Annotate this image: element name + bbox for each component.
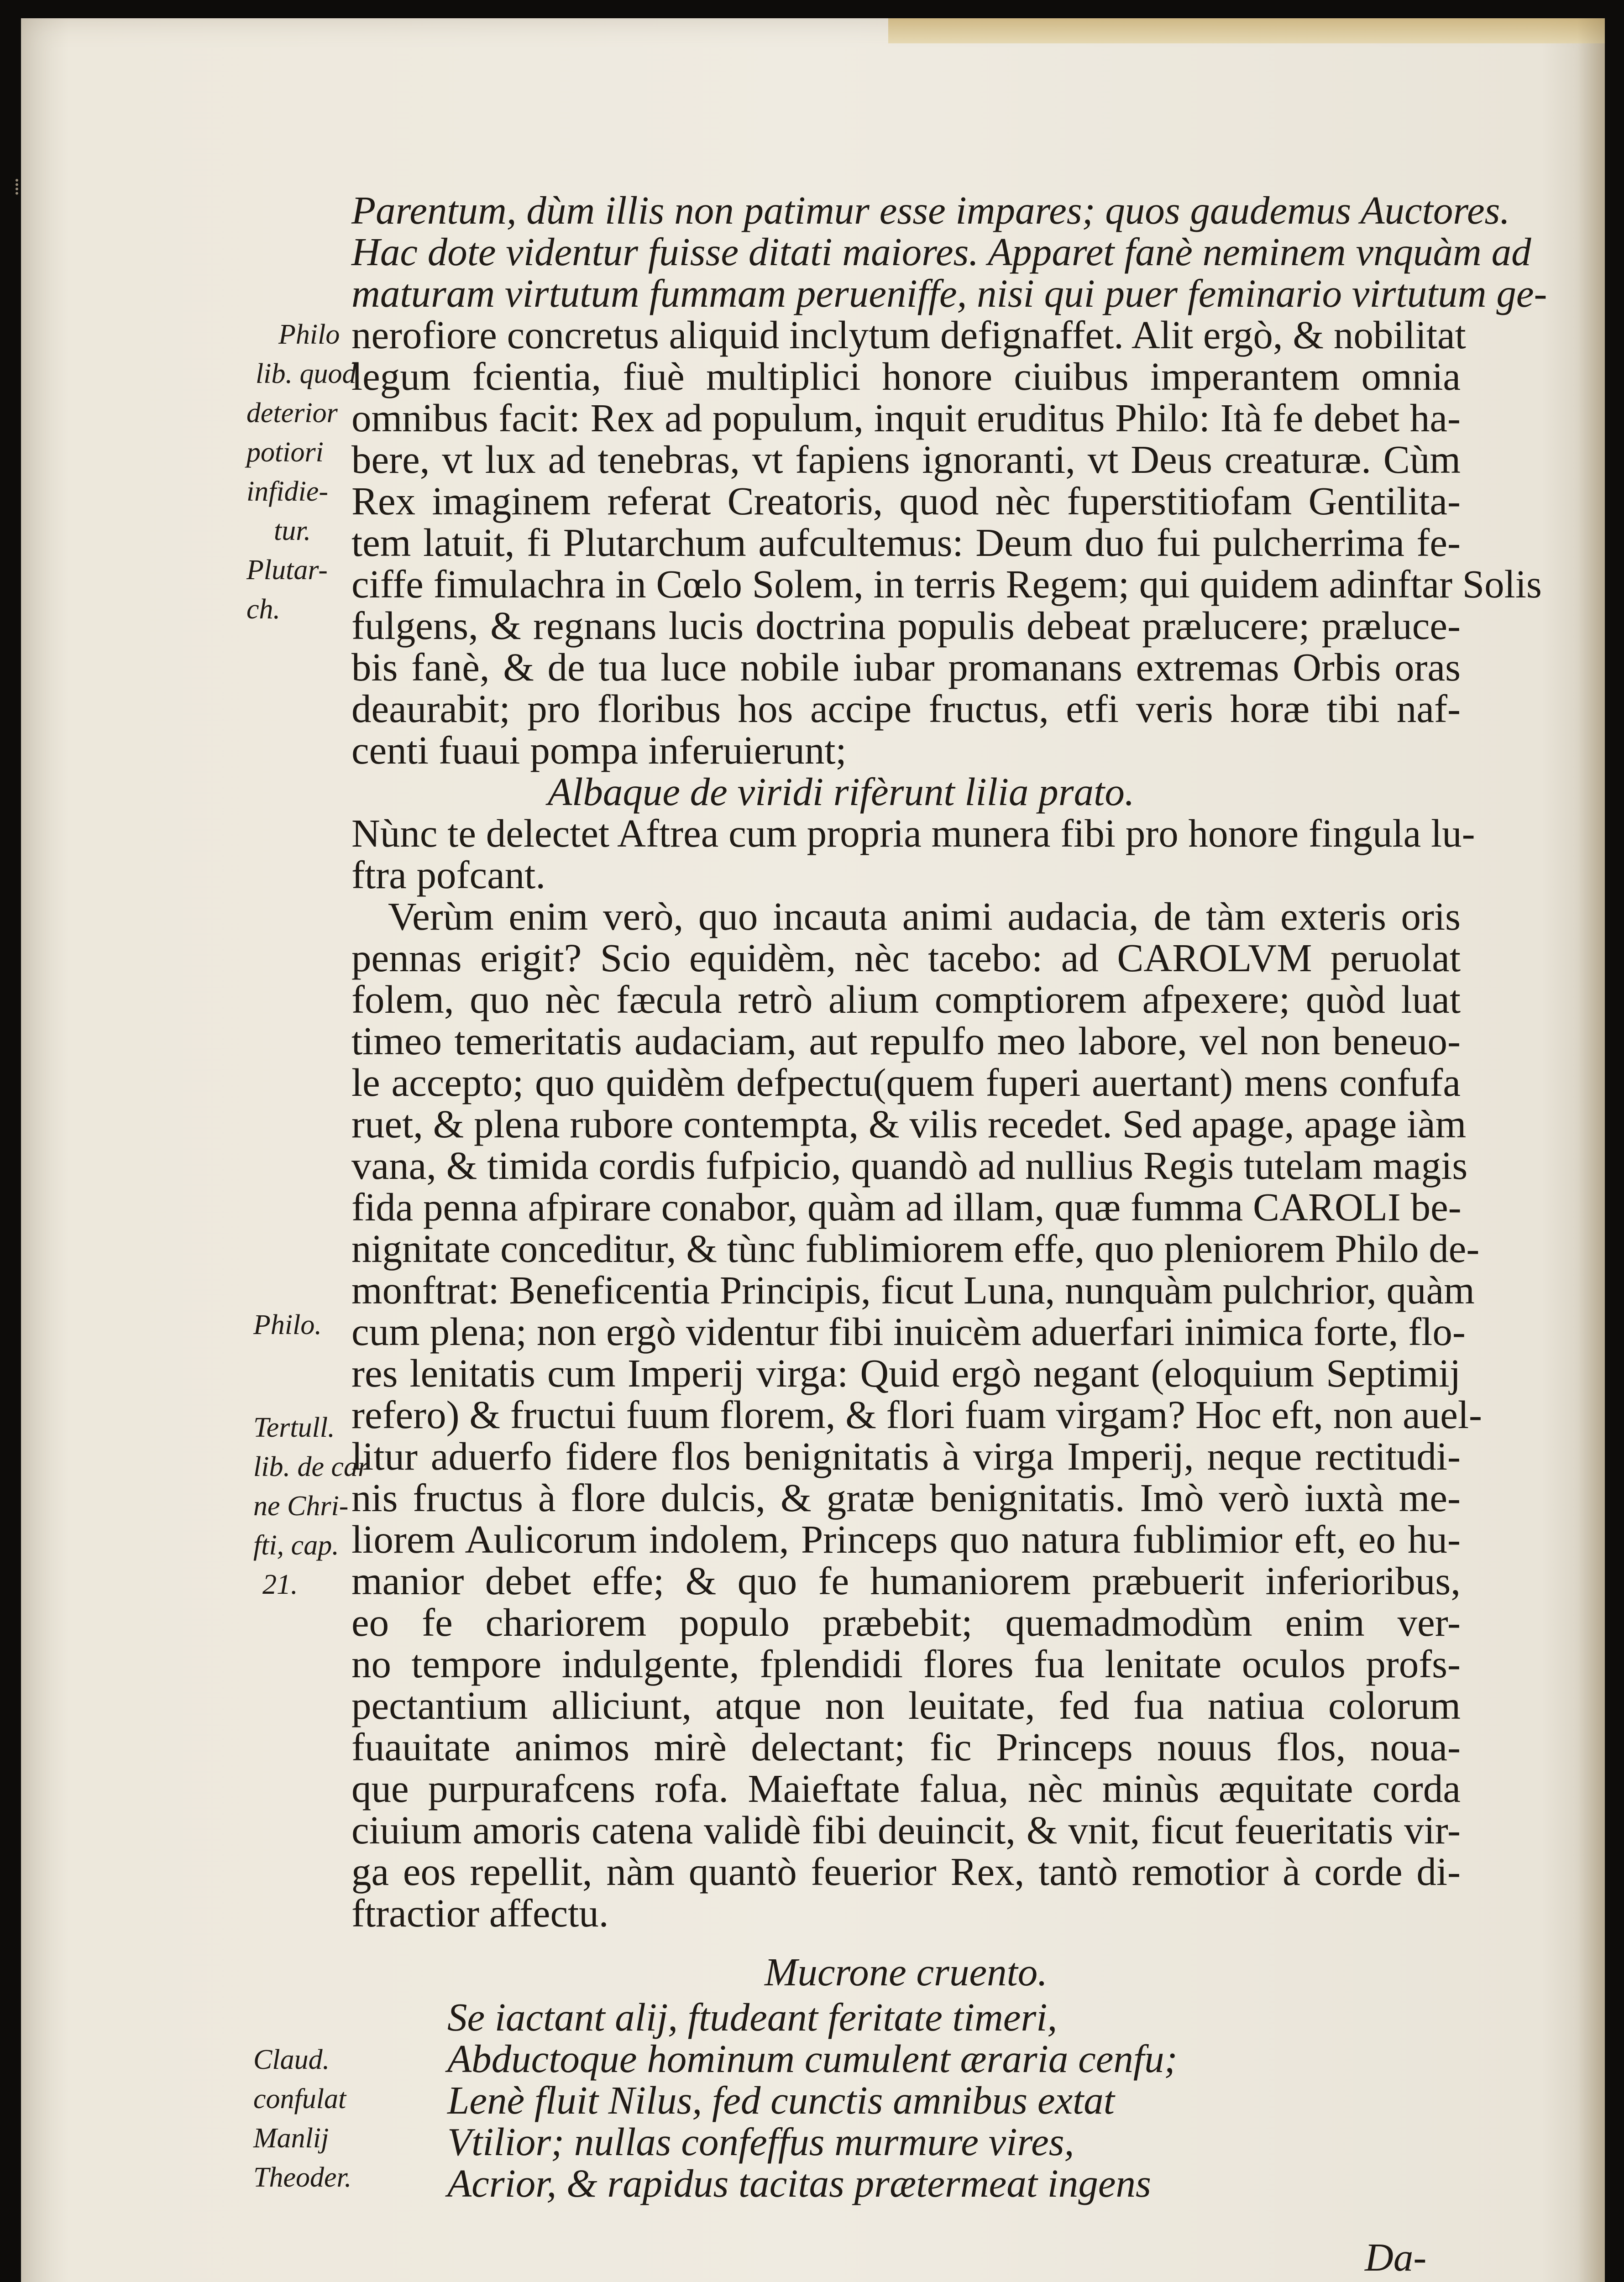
page-right-edge: [1577, 18, 1605, 2282]
text-line: ciffe fimulachra in Cœlo Solem, in terris Regem; qui quidem adinftar Solis: [351, 562, 1542, 606]
text-line: fulgens, & regnans lucis doctrina populis debeat prælucere; præluce-: [351, 603, 1461, 648]
text-line: tem latuit, fi Plutarchum aufcultemus: Deum duo fui pulcherrima fe-: [351, 520, 1461, 565]
text-line: bis fanè, & de tua luce nobile iubar promanans extremas Orbis oras: [351, 645, 1461, 689]
text-line: Verùm enim verò, quo incauta animi audacia, de tàm exteris oris: [388, 894, 1461, 938]
text-line: monftrat: Beneficentia Principis, ficut Luna, nunquàm pulchrior, quàm: [351, 1268, 1475, 1312]
margin-line: Manlij: [253, 2123, 329, 2154]
text-line: ruet, & plena rubore contempta, & vilis recedet. Sed apage, apage iàm: [351, 1102, 1467, 1146]
section-heading: Mucrone cruento.: [764, 1950, 1048, 1994]
poem-line: Abductoque hominum cumulent æraria cenfu;: [447, 2036, 1178, 2081]
text-line: que purpurafcens rofa. Maieftate falua, nèc minùs æquitate corda: [351, 1766, 1461, 1811]
margin-line: Tertull.: [253, 1412, 335, 1443]
margin-line: Theoder.: [253, 2162, 352, 2193]
text-line: omnibus facit: Rex ad populum, inquit eruditus Philo: Ità fe debet ha-: [351, 396, 1461, 440]
text-line: ftractior affectu.: [351, 1891, 609, 1935]
text-line: legum fcientia, fiuè multiplici honore ciuibus imperantem omnia: [351, 354, 1461, 398]
margin-line: ch.: [246, 594, 281, 625]
text-line: no tempore indulgente, fplendidi flores fua lenitate oculos profs-: [351, 1642, 1461, 1686]
poem-line: Acrior, & rapidus tacitas prætermeat ingens: [447, 2161, 1151, 2205]
text-line: timeo temeritatis audaciam, aut repulfo meo labore, vel non beneuo-: [351, 1019, 1461, 1063]
text-line: fuauitate animos mirè delectant; fic Princeps nouus flos, noua-: [351, 1725, 1461, 1769]
margin-line: Philo: [278, 319, 340, 350]
text-line: nerofiore concretus aliquid inclytum defignaffet. Alit ergò, & nobilitat: [351, 313, 1466, 357]
page-top-edge: [888, 18, 1605, 43]
text-line: le accepto; quo quidèm defpectu(quem fuperi auertant) mens confufa: [351, 1060, 1461, 1104]
text-line: deaurabit; pro floribus hos accipe fructus, etfi veris horæ tibi naf-: [351, 686, 1461, 731]
margin-line: fti, cap.: [253, 1530, 339, 1561]
text-line: Hac dote videntur fuisse ditati maiores. Apparet fanè neminem vnquàm ad: [351, 230, 1531, 274]
margin-line: lib. quod: [256, 358, 356, 389]
margin-line: Plutar-: [246, 555, 328, 586]
text-line: refero) & fructui fuum florem, & flori fuam virgam? Hoc eft, non auel-: [351, 1392, 1482, 1437]
margin-line: potiori: [246, 437, 324, 468]
text-line: cum plena; non ergò videntur fibi inuicèm aduerfari inimica forte, flo-: [351, 1309, 1466, 1354]
margin-line: Philo.: [253, 1309, 322, 1340]
main-text: [351, 188, 1547, 2205]
text-line: bere, vt lux ad tenebras, vt fapiens ignoranti, vt Deus creaturæ. Cùm: [351, 437, 1461, 482]
text-line: fida penna afpirare conabor, quàm ad illam, quæ fumma CAROLI be-: [351, 1185, 1462, 1229]
verse-quote: Albaque de viridi rifèrunt lilia prato.: [548, 769, 1135, 814]
text-line: centi fuaui pompa inferuierunt;: [351, 728, 847, 772]
margin-line: 21.: [262, 1569, 298, 1600]
poem-line: Se iactant alij, ftudeant feritate timeri,: [447, 1995, 1058, 2039]
text-line: liorem Aulicorum indolem, Princeps quo natura fublimior eft, eo hu-: [351, 1517, 1461, 1561]
text-line: nis fructus à flore dulcis, & gratæ benignitatis. Imò verò iuxtà me-: [351, 1476, 1461, 1520]
text-line: ciuium amoris catena validè fibi deuincit, & vnit, ficut feueritatis vir-: [351, 1808, 1461, 1852]
text-line: eo fe chariorem populo præbebit; quemadmodùm enim ver-: [351, 1600, 1461, 1644]
text-line: Rex imaginem referat Creatoris, quod nèc fuperstitiofam Gentilita-: [351, 479, 1461, 523]
margin-line: lib. de car: [253, 1451, 369, 1482]
text-line: ga eos repellit, nàm quantò feuerior Rex, tantò remotior à corde di-: [351, 1849, 1461, 1894]
margin-line: confulat: [253, 2083, 346, 2115]
text-line: pennas erigit? Scio equidèm, nèc tacebo: ad CAROLVM peruolat: [351, 936, 1461, 980]
text-line: ftra pofcant.: [351, 853, 546, 897]
text-line: folem, quo nèc fæcula retrò alium comptiorem afpexere; quòd luat: [351, 977, 1461, 1021]
text-line: vana, & timida cordis fufpicio, quandò ad nullius Regis tutelam magis: [351, 1143, 1468, 1188]
text-line: Nùnc te delectet Aftrea cum propria munera fibi pro honore fingula lu-: [351, 811, 1475, 855]
text-line: nignitate conceditur, & tùnc fublimiorem effe, quo pleniorem Philo de-: [351, 1226, 1480, 1271]
text-line: maturam virtutum fummam perueniffe, nisi qui puer feminario virtutum ge-: [351, 271, 1547, 315]
poem: [351, 1996, 1461, 2204]
text-line: manior debet effe; & quo fe humaniorem præbuerit inferioribus,: [351, 1559, 1461, 1603]
margin-line: infidie-: [246, 476, 329, 507]
binding-mark-icon: ⁞: [14, 173, 20, 200]
margin-line: tur.: [274, 515, 311, 546]
text-line: Parentum, dùm illis non patimur esse impares; quos gaudemus Auctores.: [351, 188, 1510, 232]
margin-line: ne Chri-: [253, 1491, 349, 1522]
text-line: pectantium alliciunt, atque non leuitate, fed fua natiua colorum: [351, 1683, 1461, 1727]
text-line: res lenitatis cum Imperij virga: Quid ergò negant (eloquium Septimij: [351, 1351, 1461, 1395]
margin-line: deterior: [246, 398, 338, 429]
margin-line: Claud.: [253, 2044, 330, 2075]
poem-line: Vtilior; nullas confeffus murmure vires,: [447, 2120, 1074, 2164]
catchword: Da-: [1365, 2235, 1427, 2279]
poem-line: Lenè fluit Nilus, fed cunctis amnibus extat: [447, 2078, 1115, 2122]
text-line: litur aduerfo fidere flos benignitatis à virga Imperij, neque rectitudi-: [351, 1434, 1461, 1478]
